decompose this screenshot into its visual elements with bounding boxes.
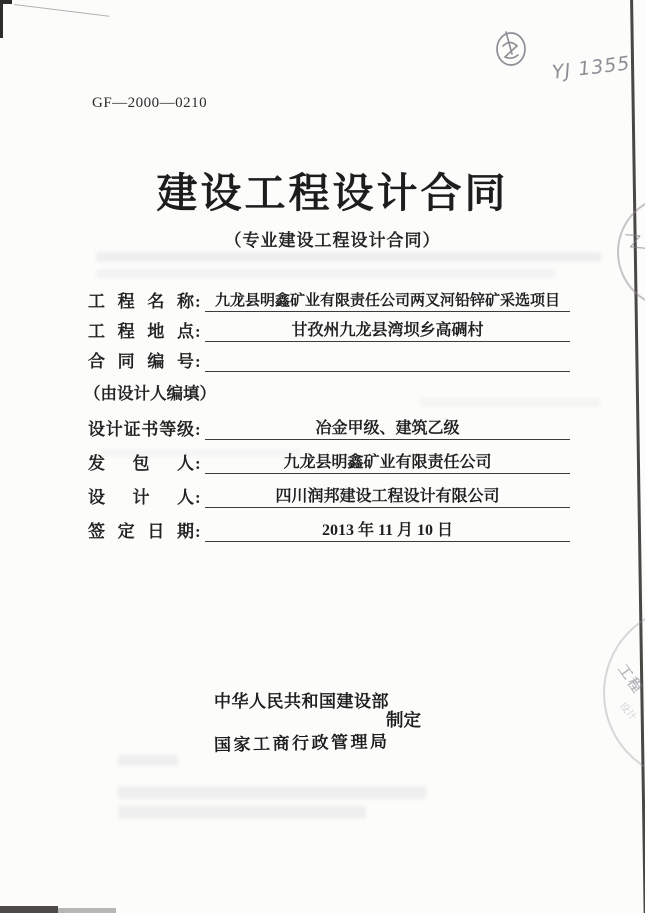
document-subtitle: （专业建设工程设计合同） <box>224 231 441 250</box>
field-label-signing-date: 签定日期 <box>88 522 194 542</box>
scan-bottom-artifact <box>58 908 116 913</box>
made-by-label: 制定 <box>386 710 421 730</box>
field-label-employer: 发包人 <box>88 454 194 474</box>
field-value-certificate-grade: 冶金甲级、建筑乙级 <box>205 419 570 440</box>
bleed-through-mark <box>96 252 601 262</box>
partial-round-stamp-bottom <box>603 605 645 781</box>
field-colon: : <box>195 420 201 439</box>
authority-line-1: 中华人民共和国建设部 <box>214 692 389 711</box>
authority-line-2: 国家工商行政管理局 <box>213 732 390 755</box>
field-label-project-name: 工程名称 <box>88 292 194 312</box>
field-row-signing-date <box>88 516 570 542</box>
field-colon: : <box>195 292 201 311</box>
field-row-designer <box>88 482 570 508</box>
document-title: 建设工程设计合同 <box>156 170 509 216</box>
field-value-project-name: 九龙县明鑫矿业有限责任公司两叉河铅锌矿采选项目 <box>205 292 570 312</box>
stamp-text: 工程 <box>614 662 645 698</box>
scan-bottom-artifact <box>0 906 58 913</box>
field-label-designer: 设计人 <box>88 488 194 508</box>
field-row-project-location <box>88 316 570 342</box>
field-colon: : <box>195 352 201 371</box>
partial-round-stamp-top <box>617 195 645 309</box>
field-colon: : <box>195 488 201 507</box>
handwritten-code: YJ 1355 <box>550 52 632 84</box>
field-value-designer: 四川润邦建设工程设计有限公司 <box>205 487 570 508</box>
field-colon: : <box>195 522 201 541</box>
bleed-through-mark <box>118 806 366 819</box>
field-row-project-name <box>88 286 570 312</box>
bleed-through-mark <box>96 269 556 278</box>
bleed-through-mark <box>118 786 426 799</box>
field-value-employer: 九龙县明鑫矿业有限责任公司 <box>205 453 570 474</box>
issuing-authorities <box>214 687 474 753</box>
field-value-project-location: 甘孜州九龙县湾坝乡高碉村 <box>205 321 570 342</box>
field-colon: : <box>195 322 201 341</box>
bleed-through-mark <box>118 755 178 766</box>
field-colon: : <box>195 454 201 473</box>
field-label-certificate-grade: 设计证书等级 <box>88 420 194 440</box>
field-label-contract-number: 合同编号 <box>88 352 194 372</box>
handwritten-circled-scribble <box>490 24 534 77</box>
bleed-through-mark <box>420 398 600 407</box>
stamp-text: 设计 <box>616 700 639 723</box>
note-designer-note: （由设计人编填） <box>84 384 216 403</box>
field-row-employer <box>88 448 570 474</box>
scan-corner-artifact <box>0 0 3 38</box>
field-value-signing-date: 2013 年 11 月 10 日 <box>205 521 570 542</box>
field-row-certificate-grade <box>88 414 570 440</box>
form-code: GF—2000—0210 <box>92 95 208 111</box>
scan-scratch-artifact <box>14 4 109 17</box>
field-row-contract-number <box>88 346 570 372</box>
field-value-contract-number <box>205 371 570 372</box>
stamp-illegible-text: ╱╲╱ <box>625 230 644 254</box>
scan-corner-artifact <box>0 0 12 4</box>
page-edge-shadow <box>630 0 645 913</box>
field-label-project-location: 工程地点 <box>88 322 194 342</box>
